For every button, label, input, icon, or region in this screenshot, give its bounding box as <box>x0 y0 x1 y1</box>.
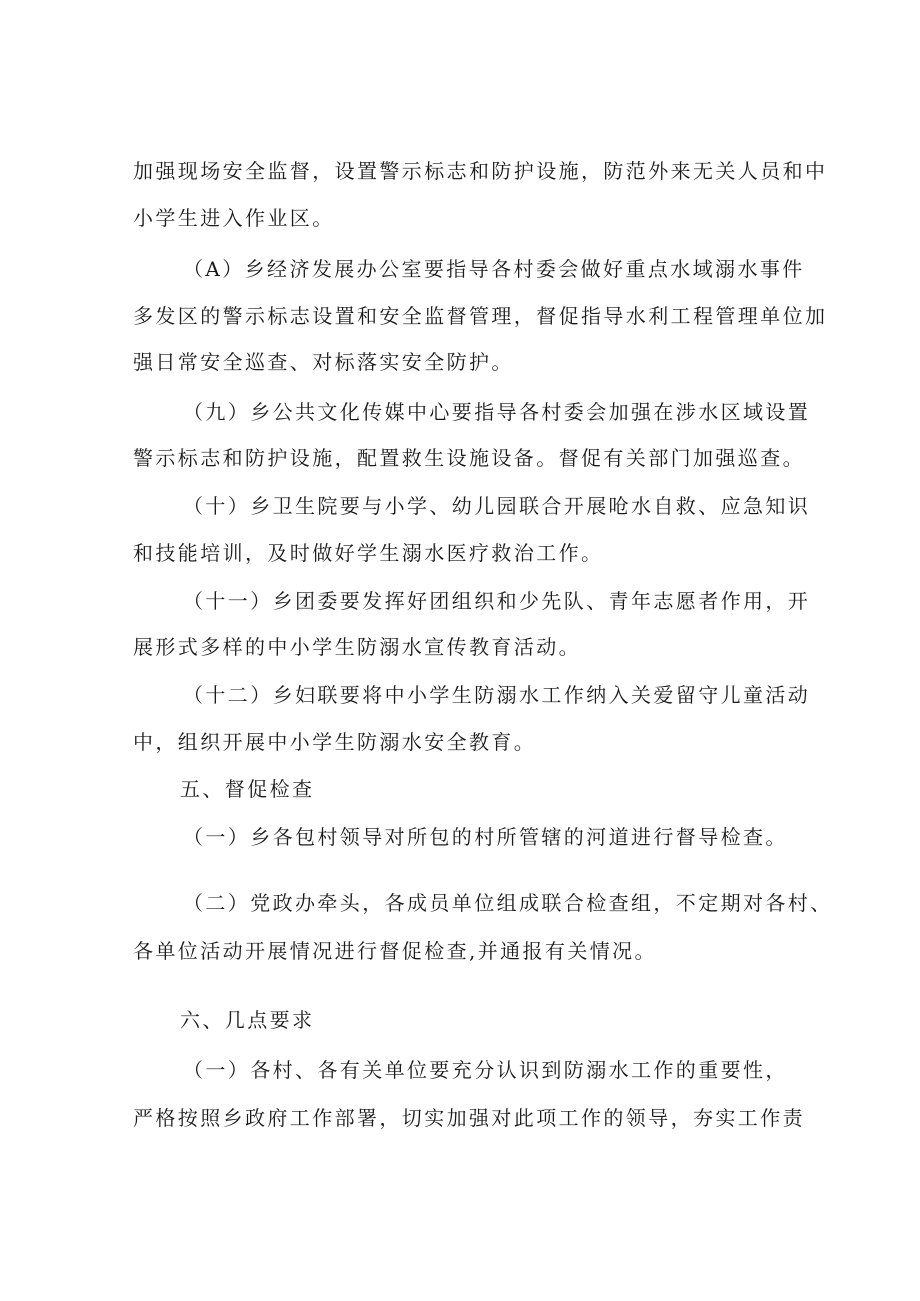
paragraph-8-start: （A）乡经济发展办公室要指导各村委会做好重点水域溺水事件 <box>183 257 805 281</box>
section-heading-5: 五、督促检查 <box>180 777 315 801</box>
text-line: 加强现场安全监督，设置警示标志和防护设施，防范外来无关人员和中 <box>133 159 828 183</box>
text-line: 各单位活动开展情况进行督促检查,并通报有关情况。 <box>133 939 657 963</box>
paragraph-10-start: （十）乡卫生院要与小学、幼儿园联合开展呛水自救、应急知识 <box>183 494 811 518</box>
text-line: 和技能培训，及时做好学生溺水医疗救治工作。 <box>133 541 604 565</box>
paragraph-12-start: （十二）乡妇联要将中小学生防溺水工作纳入关爱留守儿童活动 <box>183 683 811 707</box>
text-line: 多发区的警示标志设置和安全监督管理，督促指导水利工程管理单位加 <box>133 304 828 328</box>
paragraph-11-start: （十一）乡团委要发挥好团组织和少先队、青年志愿者作用，开 <box>183 589 811 613</box>
paragraph-5-1: （一）乡各包村领导对所包的村所管辖的河道进行督导检查。 <box>183 825 788 849</box>
paragraph-6-1-start: （一）各村、各有关单位要充分认识到防溺水工作的重要性， <box>183 1058 788 1082</box>
text-line: 强日常安全巡查、对标落实安全防护。 <box>133 350 514 374</box>
text-line: 展形式多样的中小学生防溺水宣传教育活动。 <box>133 635 581 659</box>
text-line: 警示标志和防护设施，配置救生设施设备。督促有关部门加强巡查。 <box>133 446 805 470</box>
text-line: 中，组织开展中小学生防溺水安全教育。 <box>133 730 537 754</box>
section-heading-6: 六、几点要求 <box>180 1008 315 1032</box>
paragraph-5-2-start: （二）党政办牵头，各成员单位组成联合检查组，不定期对各村、 <box>183 891 833 915</box>
paragraph-9-start: （九）乡公共文化传媒中心要指导各村委会加强在涉水区域设置 <box>183 400 811 424</box>
text-line: 小学生进入作业区。 <box>133 206 335 230</box>
text-line: 严格按照乡政府工作部署，切实加强对此项工作的领导，夯实工作责 <box>133 1106 805 1130</box>
